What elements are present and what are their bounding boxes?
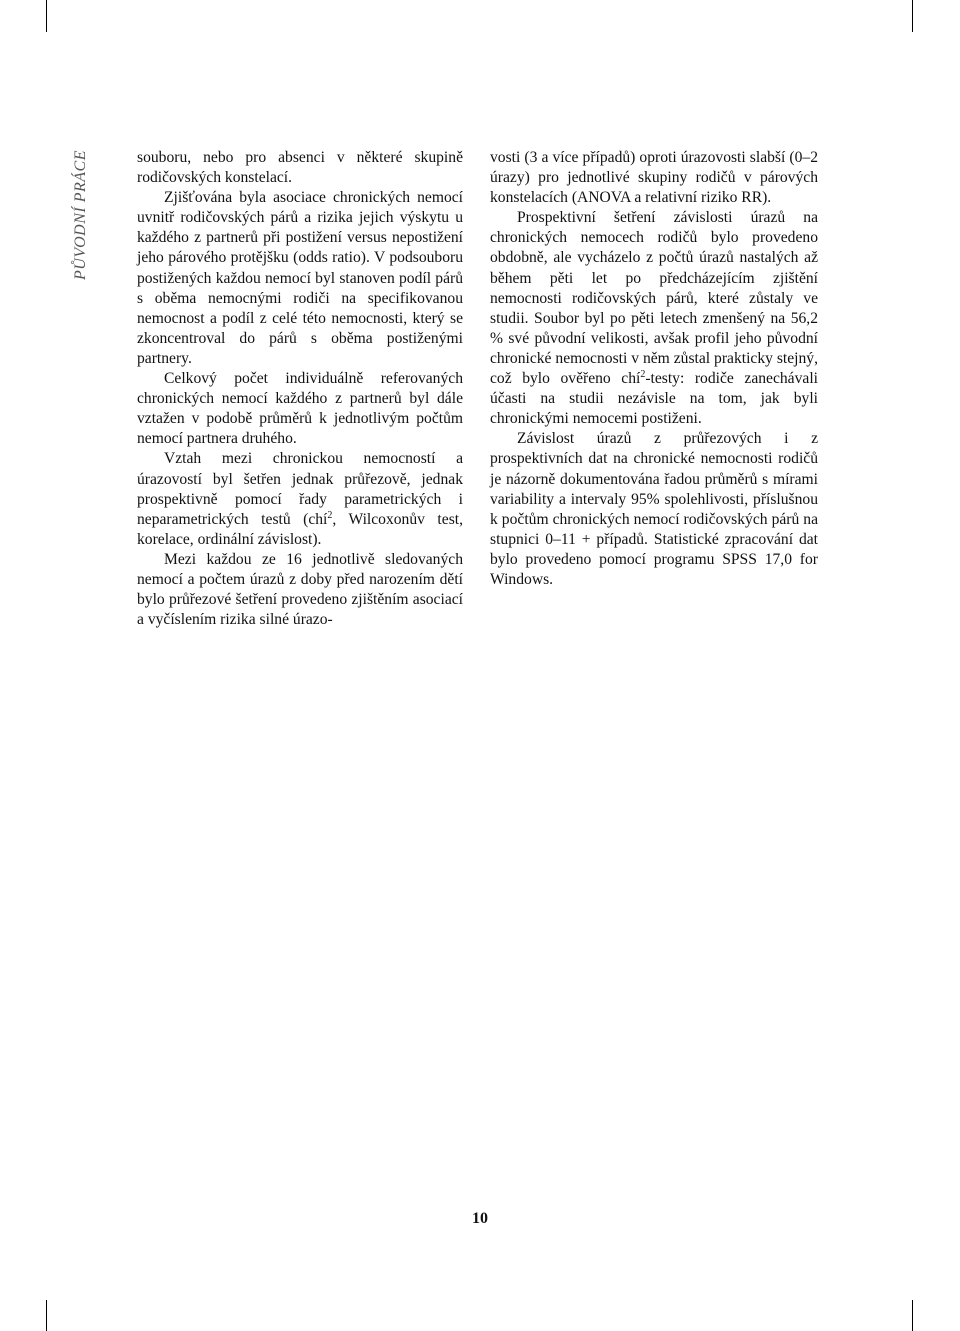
paragraph-text: Vztah mezi chronickou nemocností a úrazovostí byl šetřen jednak průřezově, jednak prospektivně pomocí řady parametrických i neparametrických testů (chí: [137, 450, 463, 528]
section-side-label: PŮVODNÍ PRÁCE: [72, 150, 89, 280]
paragraph-text: -testy: rodiče zanechávali účasti na studii nezávisle na tom, jak byli chronickými nemocemi postiženi.: [490, 370, 818, 428]
right-text-column: [490, 148, 818, 590]
paragraph-text: Prospektivní šetření závislosti úrazů na chronických nemocech rodičů bylo provedeno obdobně, ale vycházelo z počtů úrazů nastalých až během pěti let po předcházejícím zjištění nemocnosti rodičovských párů, které zůstaly ve studii. Soubor byl po pěti letech zmenšený na 56,2 % své původní velikosti, avšak profil jeho původní chronické nemocnosti v něm zůstal prakticky stejný, což bylo ověřeno chí: [490, 209, 818, 388]
paragraph: [490, 208, 818, 429]
superscript: 2: [327, 509, 333, 521]
paragraph: Celkový počet individuálně referovaných chronických nemocí každého z partnerů byl dále vztažen v podobě průměrů k jednotlivým počtům nemocí partnera druhého.: [137, 370, 463, 448]
crop-mark-bottom-left: [46, 1300, 47, 1331]
crop-mark-bottom-right: [912, 1300, 913, 1331]
left-text-column: [137, 148, 463, 630]
paragraph: vosti (3 a více případů) oproti úrazovosti slabší (0–2 úrazy) pro jednotlivé skupiny rodičů v párových konstelacích (ANOVA a relativní riziko RR).: [490, 149, 818, 207]
paragraph: Mezi každou ze 16 jednotlivě sledovaných nemocí a počtem úrazů z doby před narozením dětí bylo průřezové šetření provedeno zjištěním asociací a vyčíslením rizika silné úrazo-: [137, 550, 463, 629]
crop-mark-top-right: [912, 0, 913, 32]
paragraph-text: , Wilcoxonův test, korelace, ordinální závislost).: [137, 510, 463, 548]
superscript: 2: [640, 368, 646, 380]
crop-mark-top-left: [46, 0, 47, 32]
paragraph: Zjišťována byla asociace chronických nemocí uvnitř rodičovských párů a rizika jejich výskytu u každého z partnerů při postižení versus nepostižení jeho párového protějšku (odds ratio). V podsouboru postižených každou nemocí byl stanoven podíl párů s oběma nemocnými rodiči na specifikovanou nemocnost a podíl z celé této nemocnosti, který se zkoncentroval do párů s oběma postiženými partnery.: [137, 189, 463, 367]
paragraph: souboru, nebo pro absenci v některé skupině rodičovských konstelací.: [137, 149, 463, 187]
paragraph: Závislost úrazů z průřezových i z prospektivních dat na chronické nemocnosti rodičů je názorně dokumentována řadou průměrů s mírami variability a intervaly 95% spolehlivosti, příslušnou k počtům chronických nemocí rodičovských párů na stupnici 0–11 + případů. Statistické zpracování dat bylo provedeno pomocí programu SPSS 17,0 for Windows.: [490, 430, 818, 588]
page-number: 10: [472, 1210, 488, 1227]
paragraph: [137, 449, 463, 549]
